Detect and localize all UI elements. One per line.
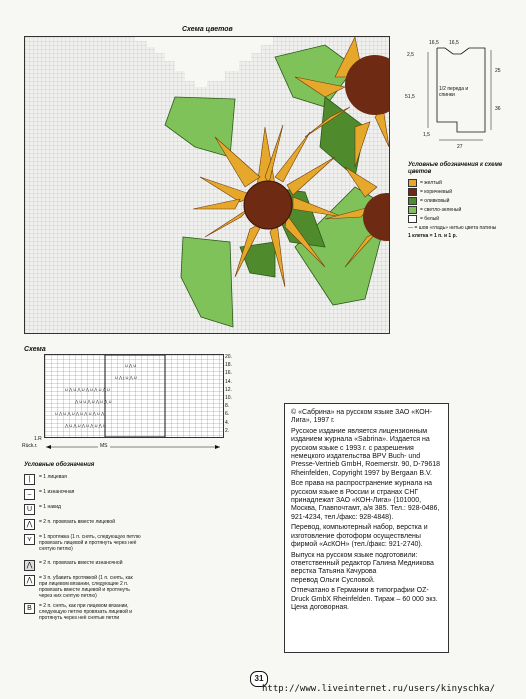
ms-arrow xyxy=(44,442,222,452)
row-number: 20. xyxy=(225,354,232,360)
swatch-olive xyxy=(408,197,417,205)
source-url[interactable]: http://www.liveinternet.ru/users/kinyschka/ xyxy=(262,684,495,694)
symbol-item xyxy=(24,519,142,530)
symbol-item xyxy=(24,560,142,571)
knit-chart-grid xyxy=(44,354,224,438)
legend-item xyxy=(408,179,513,187)
pattern-note: 1/2 переда и спинки xyxy=(439,86,469,98)
imprint-line: Русское издание является лицензионным изданием журнала «Sabrina». Издается на русском языке с 1993 г. с разрешения немецкого издательства BPV Buch- und Presse-Vertrieb GmbH, Roemerstr. 90, D-79618 Rheinfelden, Copyright 1997 by Bergaan B.V. xyxy=(291,427,441,477)
legend-label: = коричневый xyxy=(420,189,453,195)
color-chart xyxy=(24,36,390,334)
symbol-text: = 1 лицевая xyxy=(39,474,67,480)
imprint-line: Перевод, компьютерный набор, верстка и изготовление фотоформ осуществлены фирмой «АсКОН» (тел./факс: 921-2740). xyxy=(291,524,428,549)
symbol-text: = 1 протяжка (1 п. снять, следующую петлю провязать лицевой и протянуть через неё снятую петлю) xyxy=(39,534,141,552)
symbol-glyph: – xyxy=(24,489,35,500)
knit-chart-graphic xyxy=(45,355,223,437)
svg-text:⋀ U ⋀ U ⋀ U ⋀ U ⋀ U: ⋀ U ⋀ U ⋀ U ⋀ U ⋀ U xyxy=(65,423,106,428)
symbol-item xyxy=(24,534,142,552)
svg-text:⋀ U U ⋀ U ⋀ U ⋀ U: ⋀ U U ⋀ U ⋀ U ⋀ U xyxy=(75,399,112,404)
imprint-line: © «Сабрина» на русском языке ЗАО «КОН-Лига», 1997 г. xyxy=(291,409,433,425)
row-number: 18. xyxy=(225,362,232,369)
symbol-glyph: | xyxy=(24,474,35,485)
cell-note: 1 клетка = 1 п. и 1 р. xyxy=(408,233,458,239)
row-number: 10. xyxy=(225,394,232,401)
imprint-line: ответственный редактор Галина Медникова xyxy=(291,559,434,567)
symbol-legend-title: Условные обозначения xyxy=(24,462,95,468)
symbol-glyph: ⋀ xyxy=(24,575,35,586)
symbol-text: = 3 п. убавить протяжкой (1 п. снять, как при лицевом вязании, следующие 2 п. провязать вместе лицевой и протянуть через них снятую петлю) xyxy=(39,575,133,599)
imprint-line: Все права на распространение журнала на русском языке в России и странах СНГ принадлежат ЗАО «КОН-Лига» (101000, Москва, Главпочтамт, а/я 385. Тел.: 928-0486, 921-4234, тел./факс: 928-4848). xyxy=(291,480,440,521)
row-number: 8. xyxy=(225,403,230,410)
svg-text:U ⋀ U ⋀ U ⋀ U ⋀ U ⋀ U: U ⋀ U ⋀ U ⋀ U ⋀ U ⋀ U xyxy=(65,387,110,392)
symbol-glyph: ⋀ xyxy=(24,519,35,530)
imprint-line: Выпуск на русском языке подготовили: xyxy=(291,551,418,559)
row-number: 14. xyxy=(225,378,232,385)
sunflower-chart-graphic xyxy=(25,37,389,333)
symbol-item xyxy=(24,474,142,485)
color-legend-title: Условные обозначения к схеме цветов xyxy=(408,162,503,175)
ms-label: MS xyxy=(100,443,108,449)
symbol-glyph: U xyxy=(24,504,35,515)
dim-top-left: 16,5 xyxy=(429,40,439,46)
back-row-label: Rück.r. xyxy=(22,443,38,449)
legend-label: = желтый xyxy=(420,180,442,186)
dim-mid-upper: 25 xyxy=(495,68,501,74)
dim-left-side: 2,5 xyxy=(407,52,414,58)
imprint-line: верстка Татьяна Качурова xyxy=(291,568,377,576)
dim-width: 27 xyxy=(457,144,463,150)
symbol-text: = 2 п. провязать вместе лицевой xyxy=(39,519,115,525)
legend-label: = белый xyxy=(420,216,440,222)
legend-label: = светло-зеленый xyxy=(420,207,462,213)
symbol-text: = 1 изнаночная xyxy=(39,489,75,495)
imprint-box xyxy=(284,403,449,653)
symbol-item xyxy=(24,489,142,500)
color-chart-title: Схема цветов xyxy=(182,26,233,33)
imprint-line: Отпечатано в Германии в типографии OZ-Druck GmbX Rheinfelden. Тираж – 60 000 экз. Цена договорная. xyxy=(291,587,438,611)
knit-chart-title: Схема xyxy=(24,346,46,353)
swatch-yellow xyxy=(408,179,417,187)
swatch-brown xyxy=(408,188,417,196)
svg-text:U ⋀ U: U ⋀ U xyxy=(125,363,137,368)
symbol-item xyxy=(24,603,142,621)
svg-text:U ⋀ U ⋀ U ⋀ U ⋀ U ⋀ U ⋀: U ⋀ U ⋀ U ⋀ U ⋀ U ⋀ U ⋀ xyxy=(55,411,105,416)
legend-item xyxy=(408,206,513,214)
legend-item xyxy=(408,197,513,205)
swatch-white xyxy=(408,215,417,223)
row-number: 4. xyxy=(225,419,230,426)
symbol-glyph: ⋎ xyxy=(24,534,35,545)
symbol-glyph: ⋀ xyxy=(24,560,35,571)
svg-text:U ⋀ | U ⋀ U: U ⋀ | U ⋀ U xyxy=(115,375,137,380)
symbol-item xyxy=(24,575,142,599)
row-number: 12. xyxy=(225,386,232,393)
dim-height: 51,5 xyxy=(405,94,415,100)
symbol-glyph: B xyxy=(24,603,35,614)
row-number: 2. xyxy=(225,427,230,434)
imprint-line: перевод Ольги Сусловой. xyxy=(291,576,375,584)
dim-top-right: 16,5 xyxy=(449,40,459,46)
swatch-light-green xyxy=(408,206,417,214)
stitch-note: — = шов «гладь» нитью цвета патины xyxy=(408,225,497,231)
row-number: 6. xyxy=(225,411,230,418)
legend-item xyxy=(408,215,513,223)
pattern-schematic xyxy=(403,40,513,155)
color-legend xyxy=(408,162,513,239)
row-number: 16. xyxy=(225,370,232,377)
legend-label: = оливковый xyxy=(420,198,450,204)
dim-bottom-side: 1,5 xyxy=(423,132,430,138)
symbol-text: = 2 п. снять, как при лицевом вязании, следующую петлю провязать лицевой и протянуть через неё снятые петли xyxy=(39,603,133,621)
dim-mid-lower: 36 xyxy=(495,106,501,112)
symbol-text: = 1 накид xyxy=(39,504,61,510)
row-numbers xyxy=(225,354,239,436)
legend-item xyxy=(408,188,513,196)
page-number: 31 xyxy=(250,671,268,687)
symbol-item xyxy=(24,504,142,515)
row-start-label: 1.R xyxy=(34,436,42,442)
symbol-text: = 2 п. провязать вместе изнаночной xyxy=(39,560,123,566)
symbol-legend xyxy=(24,474,142,625)
